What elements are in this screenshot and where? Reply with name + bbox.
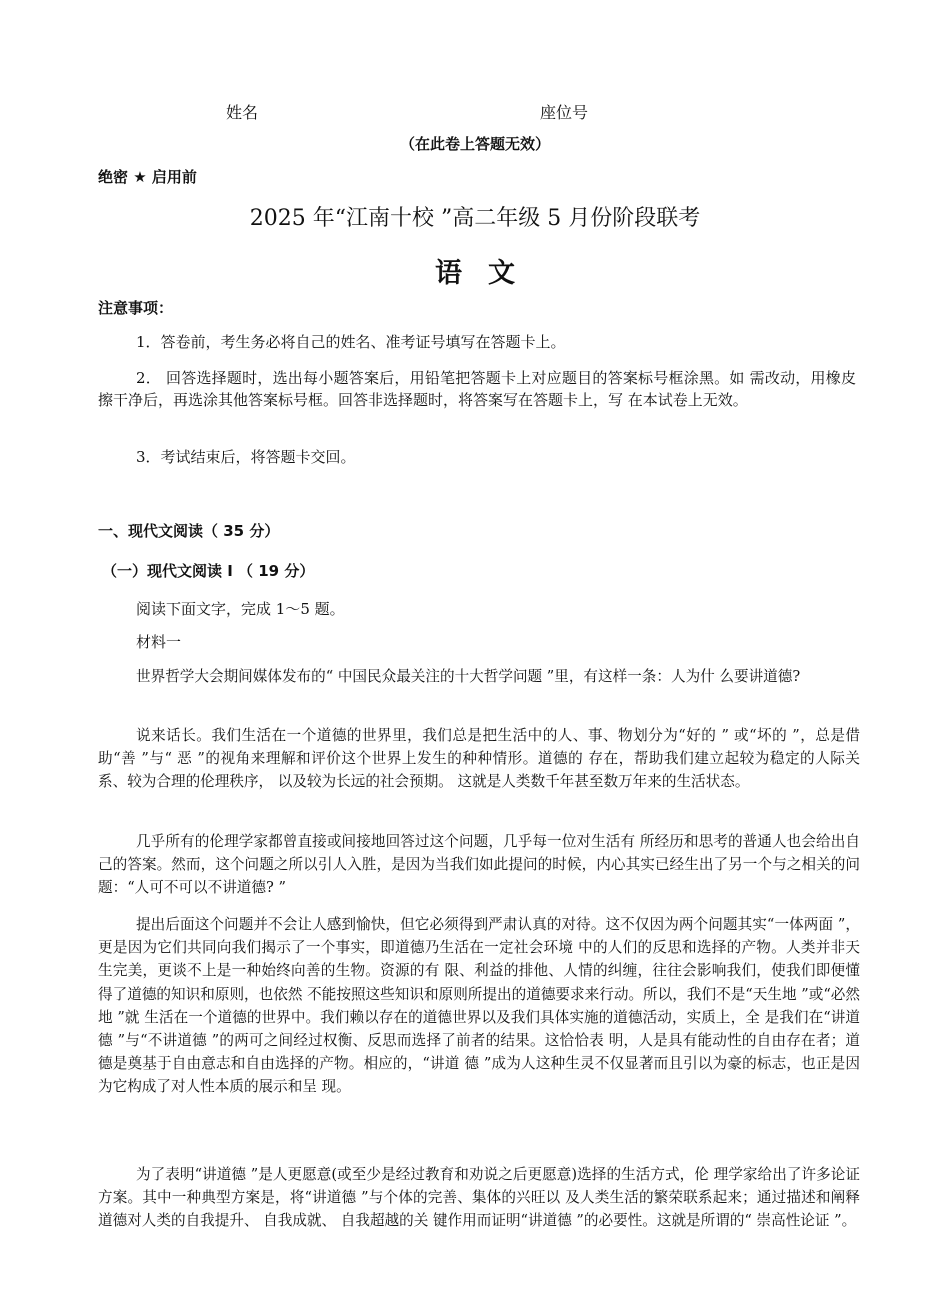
- passage-paragraph-2: 说来话长。我们生活在一个道德的世界里，我们总是把生活中的人、事、物划分为“好的 ” 或“坏的 ”，总是借助“善 ”与“ 恶 ”的视角来理解和评价这个世界上发生的种种情形。道德的 存在，帮助我们建立起较为稳定的人际关系、较为合理的伦理秩序， 以及较为长远的社会预期。 这就是人类数千年甚至数万年来的生活状态。: [98, 727, 860, 791]
- invalid-answer-note: （在此卷上答题无效）: [399, 135, 550, 153]
- notice-item-2: 2． 回答选择题时，选出每小题答案后，用铅笔把答题卡上对应题目的答案标号框涂黑。如 需改动，用橡皮擦干净后，再选涂其他答案标号框。回答非选择题时，将答案写在答题卡上，写 在本试卷上无效。: [98, 369, 856, 409]
- seat-label: 座位号: [540, 103, 589, 122]
- reading-instruction: 阅读下面文字，完成 1～5 题。: [136, 600, 345, 618]
- passage-paragraph-5: 为了表明“讲道德 ”是人更愿意(或至少是经过教育和劝说之后更愿意)选择的生活方式，伦 理学家给出了许多论证方案。其中一种典型方案是，将“讲道德 ”与个体的完善、集体的兴旺以 及人类生活的繁荣联系起来；通过描述和阐释道德对人类的自我提升、 自我成就、 自我超越的关 键作用而证明“讲道德 ”的必要性。这就是所谓的“ 崇高性论证 ”。: [98, 1166, 860, 1230]
- passage-paragraph-1: 世界哲学大会期间媒体发布的“ 中国民众最关注的十大哲学问题 ”里，有这样一条：人为什 么要讲道德?: [136, 668, 801, 685]
- material-label: 材料一: [136, 633, 182, 651]
- confidential-mark: 绝密 ★ 启用前: [98, 168, 197, 186]
- notice-heading: 注意事项：: [98, 299, 174, 317]
- exam-title: 2025 年“江南十校 ”高二年级 5 月份阶段联考: [249, 206, 701, 231]
- passage-paragraph-3: 几乎所有的伦理学家都曾直接或间接地回答过这个问题，几乎每一位对生活有 所经历和思考的普通人也会给出自己的答案。然而，这个问题之所以引人入胜，是因为当我们如此提问的时候，内心其实已经生出了另一个与之相关的问题：“人可不可以不讲道德? ”: [98, 833, 860, 897]
- notice-item-3: 3．考试结束后，将答题卡交回。: [136, 448, 356, 466]
- notice-item-1: 1．答卷前，考生务必将自己的姓名、准考证号填写在答题卡上。: [136, 333, 566, 351]
- name-label: 姓名: [226, 103, 259, 122]
- passage-paragraph-4: 提出后面这个问题并不会让人感到愉快，但它必须得到严肃认真的对待。这不仅因为两个问题其实“一体两面 ”，更是因为它们共同向我们揭示了一个事实，即道德乃生活在一定社会环境 中的人们的反思和选择的产物。人类并非天生完美，更谈不上是一种始终向善的生物。资源的有 限、利益的排他、人情的纠缠，往往会影响我们，使我们即便懂得了道德的知识和原则，也依然 不能按照这些知识和原则所提出的道德要求来行动。所以，我们不是“天生地 ”或“必然地 ”就 生活在一个道德的世界中。我们赖以存在的道德世界以及我们具体实施的道德活动，实质上，全 是我们在“讲道德 ”与“不讲道德 ”的两可之间经过权衡、反思而选择了前者的结果。这恰恰表 明，人是具有能动性的自由存在者；道德是奠基于自由意志和自由选择的产物。相应的，“讲道 德 ”成为人这种生灵不仅显著而且引以为豪的标志，也正是因为它构成了对人性本质的展示和呈 现。: [98, 916, 860, 1096]
- section-heading: 一、现代文阅读（ 35 分）: [98, 522, 280, 540]
- subject-title: 语文: [435, 258, 541, 289]
- subsection-heading: （一）现代文阅读 I （ 19 分）: [102, 562, 315, 580]
